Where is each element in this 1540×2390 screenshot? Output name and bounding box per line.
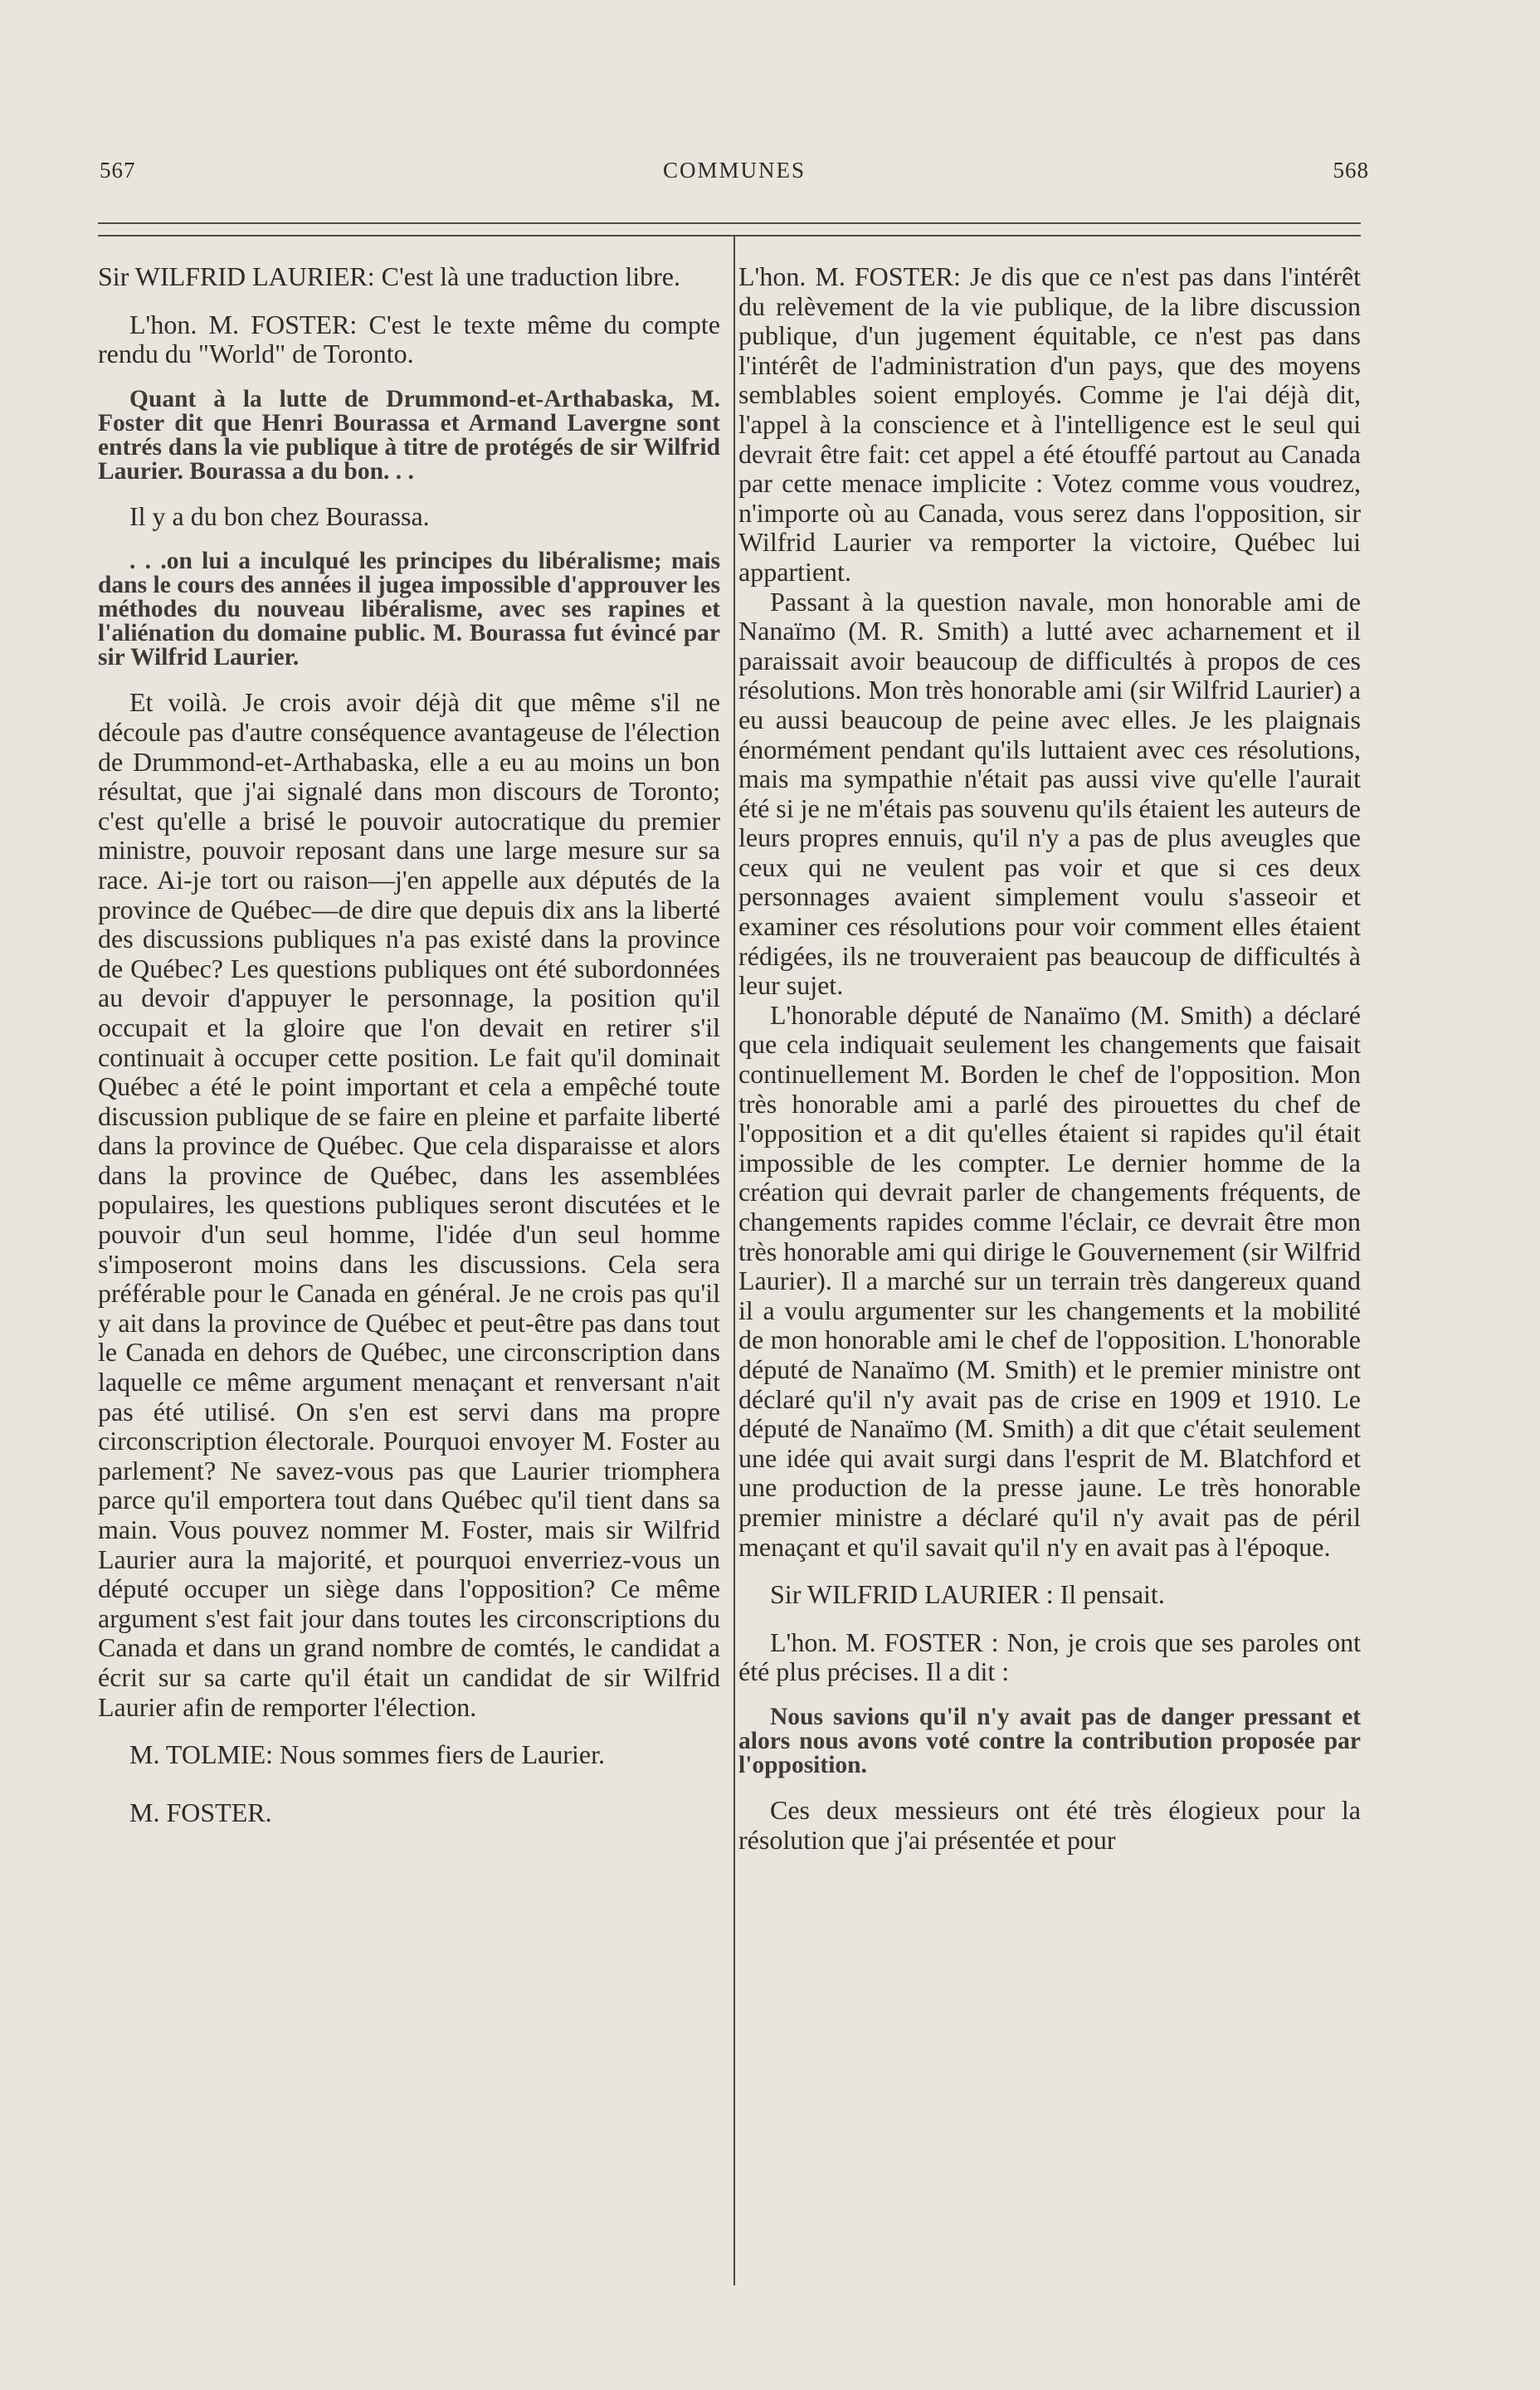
column-divider: [733, 236, 735, 2285]
paragraph: M. TOLMIE: Nous sommes fiers de Laurier.: [129, 1739, 605, 1770]
left-column: [98, 262, 720, 1827]
quoted-paragraph: . . .on lui a inculqué les principes du libéralisme; mais dans le cours des années il jugea impossible d'approuver les méthodes du nouveau libéralisme, avec ses rapines et l'aliénation du domaine public. M. Bourassa fut évincé par sir Wilfrid Laurier.: [98, 548, 720, 671]
quoted-paragraph: Nous savions qu'il n'y avait pas de danger pressant et alors nous avons voté contre la contribution proposée par l'opposition.: [738, 1703, 1361, 1778]
paragraph: L'hon. M. FOSTER : Non, je crois que ses paroles ont été plus précises. Il a dit :: [738, 1627, 1361, 1687]
paragraph: L'hon. M. FOSTER: Je dis que ce n'est pas dans l'intérêt du relèvement de la vie publique, de la libre discussion publique, d'un jugement équitable, ce n'est pas dans l'intérêt de l'administration d'un pays, que des moyens semblables soient employés. Comme je l'ai déjà dit, l'appel à la conscience et à l'intelligence est le seul qui devrait être fait: cet appel a été étouffé partout au Canada par cette menace implicite : Votez comme vous voudrez, n'importe où au Canada, vous serez dans l'opposition, sir Wilfrid Laurier va remporter la victoire, Québec lui appartient.: [738, 261, 1361, 587]
header-rule-bottom: [98, 235, 1361, 237]
paragraph: L'hon. M. FOSTER: C'est le texte même du compte rendu du "World" de Toronto.: [98, 309, 720, 369]
page-number-right: 568: [1333, 158, 1369, 183]
header-rule-top: [98, 222, 1361, 224]
page-header: [100, 158, 1369, 191]
paragraph: Passant à la question navale, mon honorable ami de Nanaïmo (M. R. Smith) a lutté avec acharnement et il paraissait avoir beaucoup de difficultés à propos de ces résolutions. Mon très honorable ami (sir Wilfrid Laurier) a eu aussi beaucoup de peine avec elles. Je les plaignais énormément pendant qu'ils luttaient avec ces résolutions, mais ma sympathie n'était pas aussi vive qu'elle l'aurait été si je ne m'étais pas souvenu qu'ils étaient les auteurs de leurs propres ennuis, qu'il n'y a pas de plus aveugles que ceux qui ne veulent pas voir et que si ces deux personnages avaient simplement voulu s'asseoir et examiner ces résolutions pour voir comment elles étaient rédigées, ils ne trouveraient pas beaucoup de difficultés à leur sujet.: [738, 586, 1361, 1001]
quoted-paragraph: Quant à la lutte de Drummond-et-Arthabaska, M. Foster dit que Henri Bourassa et Armand Lavergne sont entrés dans la vie publique à titre de protégés de sir Wilfrid Laurier. Bourassa a du bon. . .: [98, 385, 720, 485]
paragraph: Il y a du bon chez Bourassa.: [129, 500, 430, 531]
paragraph: Et voilà. Je crois avoir déjà dit que même s'il ne découle pas d'autre conséquence avantageuse de l'élection de Drummond-et-Arthabaska, elle a eu au moins un bon résultat, que j'ai signalé dans mon discours de Toronto; c'est qu'elle a brisé le pouvoir autocratique du premier ministre, pouvoir reposant dans une large mesure sur sa race. Ai-je tort ou raison—j'en appelle aux députés de la province de Québec—de dire que depuis dix ans la liberté des discussions publiques n'a pas existé dans la province de Québec? Les questions publiques ont été subordonnées au devoir d'appuyer le personnage, la position qu'il occupait et la gloire que l'on devait en retirer s'il continuait à occuper cette position. Le fait qu'il dominait Québec a été le point important et cela a empêché toute discussion publique de se faire en pleine et parfaite liberté dans la province de Québec. Que cela disparaisse et alors dans la province de Québec, dans les assemblées populaires, les questions publiques seront discutées et le pouvoir d'un seul homme, l'idée d'un seul homme s'imposeront moins dans les discussions. Cela sera préférable pour le Canada en général. Je ne crois pas qu'il y ait dans la province de Québec et peut-être pas dans tout le Canada en dehors de Québec, une circonscription dans laquelle ce même argument menaçant et renversant n'ait pas été utilisé. On s'en est servi dans ma propre circonscription électorale. Pourquoi envoyer M. Foster au parlement? Ne savez-vous pas que Laurier triomphera parce qu'il emportera tout dans Québec qu'il tient dans sa main. Vous pouvez nommer M. Foster, mais sir Wilfrid Laurier aura la majorité, et pourquoi enverriez-vous un député occuper un siège dans l'opposition? Ce même argument s'est fait jour dans toutes les circonscriptions du Canada et dans un grand nombre de comtés, le candidat a écrit sur sa carte qu'il était un candidat de sir Wilfrid Laurier afin de remporter l'élection.: [98, 687, 720, 1722]
right-column: [738, 262, 1361, 1855]
running-title: COMMUNES: [662, 158, 807, 183]
paragraph: Sir WILFRID LAURIER: C'est là une traduction libre.: [98, 261, 680, 291]
speaker-attribution: M. FOSTER.: [129, 1797, 272, 1827]
paragraph: Sir WILFRID LAURIER : Il pensait.: [770, 1579, 1165, 1610]
paragraph: Ces deux messieurs ont été très élogieux pour la résolution que j'ai présentée et pour: [738, 1794, 1361, 1855]
page-number-left: 567: [100, 158, 136, 183]
paragraph: L'honorable député de Nanaïmo (M. Smith) a déclaré que cela indiquait seulement les changements que faisait continuellement M. Borden le chef de l'opposition. Mon très honorable ami a parlé des pirouettes du chef de l'opposition et a dit qu'elles étaient si rapides qu'il était impossible de les compter. Le dernier homme de la création qui devrait parler de changements fréquents, de changements rapides comme l'éclair, ce devrait être mon très honorable ami qui dirige le Gouvernement (sir Wilfrid Laurier). Il a marché sur un terrain très dangereux quand il a voulu argumenter sur les changements et la mobilité de mon honorable ami le chef de l'opposition. L'honorable député de Nanaïmo (M. Smith) et le premier ministre ont déclaré qu'il n'y avait pas de crise en 1909 et 1910. Le député de Nanaïmo (M. Smith) a dit que c'était seulement une idée qui avait surgi dans l'esprit de M. Blatchford et une production de la presse jaune. Le très honorable premier ministre a déclaré qu'il n'y avait pas de péril menaçant et qu'il savait qu'il n'y en avait pas à l'époque.: [738, 999, 1361, 1562]
